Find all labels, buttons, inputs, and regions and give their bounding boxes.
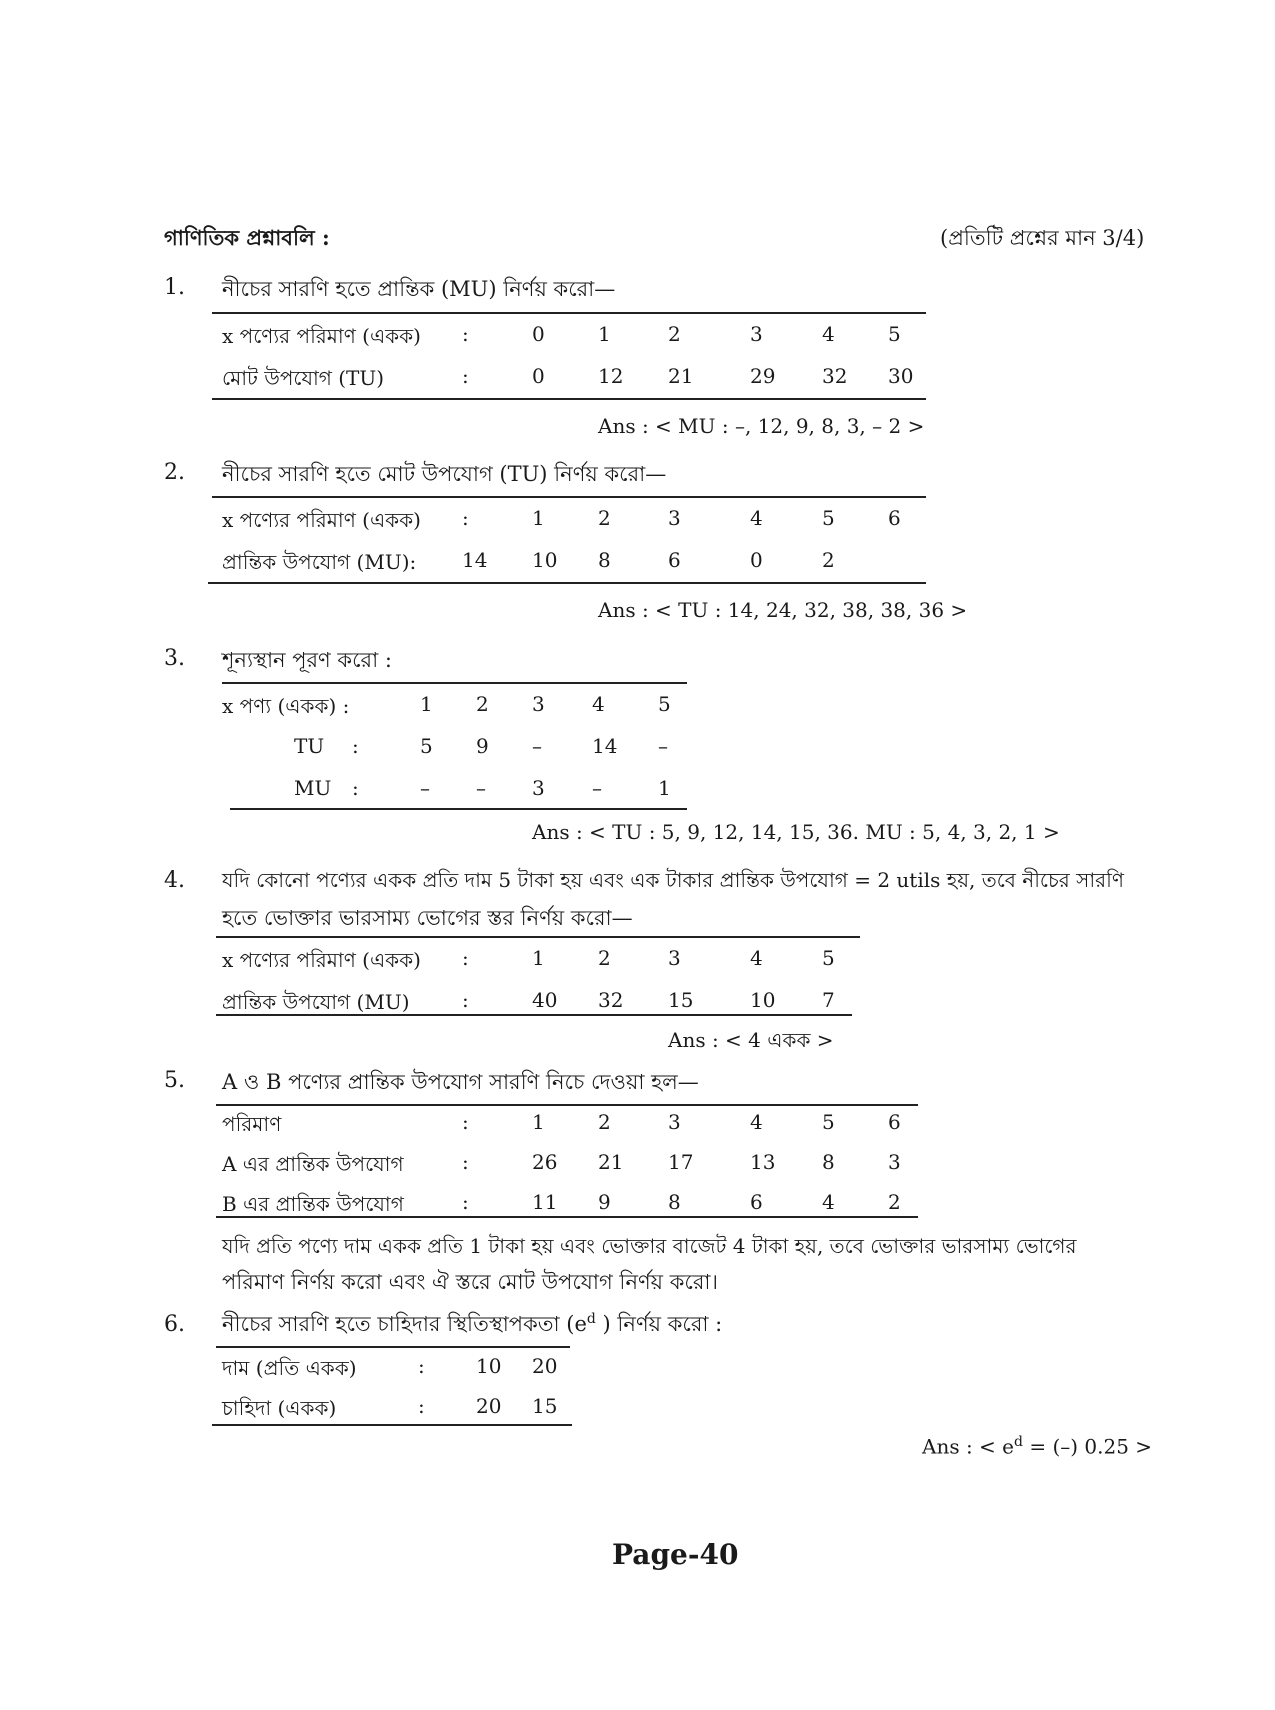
cell: 6 [888, 506, 901, 530]
cell: 4 [750, 1110, 763, 1134]
question-text: A ও B পণ্যের প্রান্তিক উপযোগ সারণি নিচে দেওয়া হল— [222, 1070, 699, 1094]
cell: 5 [658, 692, 671, 716]
table-bottom-rule [212, 1424, 572, 1426]
cell: 17 [668, 1150, 694, 1174]
table-top-rule [216, 1346, 570, 1348]
cell: 5 [822, 1110, 835, 1134]
answer: Ans : < 4 একক > [668, 1028, 834, 1052]
row-colon: : [462, 946, 469, 970]
cell: 3 [668, 1110, 681, 1134]
cell: 15 [532, 1394, 558, 1418]
cell: – [476, 776, 486, 800]
question-number: 6. [164, 1312, 185, 1337]
cell: 5 [420, 734, 433, 758]
answer: Ans : < MU : –, 12, 9, 8, 3, – 2 > [598, 414, 925, 438]
question-text: নীচের সারণি হতে প্রান্তিক (MU) নির্ণয় করো— [222, 277, 616, 301]
cell: 0 [532, 322, 545, 346]
table-top-rule [216, 1104, 918, 1106]
cell: 2 [822, 548, 835, 572]
cell: 11 [532, 1190, 558, 1214]
cell: 21 [668, 364, 694, 388]
row-label: B এর প্রান্তিক উপযোগ [222, 1192, 404, 1216]
cell: 1 [532, 946, 545, 970]
cell: 3 [668, 946, 681, 970]
cell: 7 [822, 988, 835, 1012]
question-text: নীচের সারণি হতে চাহিদার স্থিতিস্থাপকতা ($e^d$ ) নির্ণয় করো : [222, 1311, 723, 1336]
cell: 3 [888, 1150, 901, 1174]
cell: 3 [750, 322, 763, 346]
cell: 20 [476, 1394, 502, 1418]
cell: 9 [598, 1190, 611, 1214]
row-label: পরিমাণ [222, 1112, 282, 1136]
cell: 32 [822, 364, 848, 388]
cell: 0 [750, 548, 763, 572]
cell: – [658, 734, 668, 758]
cell: – [592, 776, 602, 800]
table-bottom-rule [230, 808, 687, 810]
cell: 1 [598, 322, 611, 346]
row-colon: : [462, 364, 469, 388]
row-colon: : [462, 1150, 469, 1174]
cell: – [532, 734, 542, 758]
cell: 13 [750, 1150, 776, 1174]
row-label: প্রান্তিক উপযোগ (MU): [222, 550, 417, 574]
cell: 8 [822, 1150, 835, 1174]
cell: 6 [668, 548, 681, 572]
cell: 15 [668, 988, 694, 1012]
table-bottom-rule [212, 398, 926, 400]
cell: 8 [598, 548, 611, 572]
cell: – [420, 776, 430, 800]
cell: 3 [532, 776, 545, 800]
cell: 32 [598, 988, 624, 1012]
table-top-rule [212, 496, 926, 498]
cell: 10 [750, 988, 776, 1012]
question-number: 4. [164, 868, 185, 893]
question-text: শূন্যস্থান পূরণ করো : [222, 648, 392, 672]
cell: 3 [668, 506, 681, 530]
cell: 1 [420, 692, 433, 716]
cell: 5 [822, 946, 835, 970]
row-colon: : [462, 506, 469, 530]
cell: 20 [532, 1354, 558, 1378]
cell: 4 [750, 506, 763, 530]
row-colon: : [352, 776, 359, 800]
row-colon: : [418, 1354, 425, 1378]
cell: 10 [476, 1354, 502, 1378]
answer: Ans : < TU : 5, 9, 12, 14, 15, 36. MU : 5, 4, 3, 2, 1 > [532, 820, 1060, 844]
cell: 3 [532, 692, 545, 716]
row-label: দাম (প্রতি একক) [222, 1356, 357, 1380]
cell: 2 [668, 322, 681, 346]
cell: 10 [532, 548, 558, 572]
row-label: প্রান্তিক উপযোগ (MU) [222, 990, 410, 1014]
cell: 2 [598, 1110, 611, 1134]
answer: Ans : < TU : 14, 24, 32, 38, 38, 36 > [598, 598, 968, 622]
question-number: 2. [164, 460, 185, 485]
cell: 4 [592, 692, 605, 716]
cell: 1 [532, 506, 545, 530]
cell: 0 [532, 364, 545, 388]
table-bottom-rule [208, 582, 926, 584]
cell: 14 [462, 548, 488, 572]
row-colon: : [462, 322, 469, 346]
answer: Ans : < $e^d$ = (–) 0.25 > [922, 1434, 1153, 1459]
row-colon: : [462, 1190, 469, 1214]
cell: 21 [598, 1150, 624, 1174]
cell: 1 [532, 1110, 545, 1134]
question-followup: যদি প্রতি পণ্যে দাম একক প্রতি 1 টাকা হয় এবং ভোক্তার বাজেট 4 টাকা হয়, তবে ভোক্তার ভারসাম্য ভোগের [222, 1234, 1077, 1258]
cell: 4 [822, 322, 835, 346]
cell: 5 [888, 322, 901, 346]
cell: 8 [668, 1190, 681, 1214]
section-title: গাণিতিক প্রশ্নাবলি : [164, 225, 330, 250]
row-label: TU [294, 734, 325, 758]
row-label: x পণ্য (একক) : [222, 694, 350, 718]
cell: 12 [598, 364, 624, 388]
table-bottom-rule [216, 1014, 852, 1016]
question-text: নীচের সারণি হতে মোট উপযোগ (TU) নির্ণয় করো— [222, 462, 667, 486]
row-label: চাহিদা (একক) [222, 1396, 337, 1420]
cell: 2 [598, 946, 611, 970]
question-followup-cont: পরিমাণ নির্ণয় করো এবং ঐ স্তরে মোট উপযোগ নির্ণয় করো। [222, 1270, 718, 1294]
cell: 4 [750, 946, 763, 970]
table-bottom-rule [216, 1216, 918, 1218]
cell: 1 [658, 776, 671, 800]
cell: 14 [592, 734, 618, 758]
question-number: 1. [164, 275, 185, 300]
cell: 29 [750, 364, 776, 388]
question-text-cont: হতে ভোক্তার ভারসাম্য ভোগের স্তর নির্ণয় করো— [222, 906, 633, 930]
cell: 26 [532, 1150, 558, 1174]
question-text: যদি কোনো পণ্যের একক প্রতি দাম 5 টাকা হয় এবং এক টাকার প্রান্তিক উপযোগ = 2 utils হয়, তবে নীচের সারণি [222, 868, 1124, 892]
table-top-rule [216, 936, 860, 938]
row-colon: : [418, 1394, 425, 1418]
question-number: 5. [164, 1068, 185, 1093]
cell: 30 [888, 364, 914, 388]
cell: 40 [532, 988, 558, 1012]
row-label: x পণ্যের পরিমাণ (একক) [222, 948, 421, 972]
cell: 2 [598, 506, 611, 530]
marks-note: (প্রতিটি প্রশ্নের মান 3/4) [940, 226, 1145, 250]
row-label: মোট উপযোগ (TU) [222, 366, 385, 390]
cell: 5 [822, 506, 835, 530]
table-top-rule [212, 312, 926, 314]
cell: 4 [822, 1190, 835, 1214]
cell: 6 [888, 1110, 901, 1134]
row-label: MU [294, 776, 332, 800]
row-colon: : [352, 734, 359, 758]
question-number: 3. [164, 646, 185, 671]
row-colon: : [462, 1110, 469, 1134]
page-number: Page-40 [612, 1538, 739, 1571]
table-top-rule [222, 682, 687, 684]
cell: 6 [750, 1190, 763, 1214]
row-label: x পণ্যের পরিমাণ (একক) [222, 324, 421, 348]
row-label: x পণ্যের পরিমাণ (একক) [222, 508, 421, 532]
row-colon: : [462, 988, 469, 1012]
row-label: A এর প্রান্তিক উপযোগ [222, 1152, 404, 1176]
cell: 9 [476, 734, 489, 758]
cell: 2 [476, 692, 489, 716]
cell: 2 [888, 1190, 901, 1214]
